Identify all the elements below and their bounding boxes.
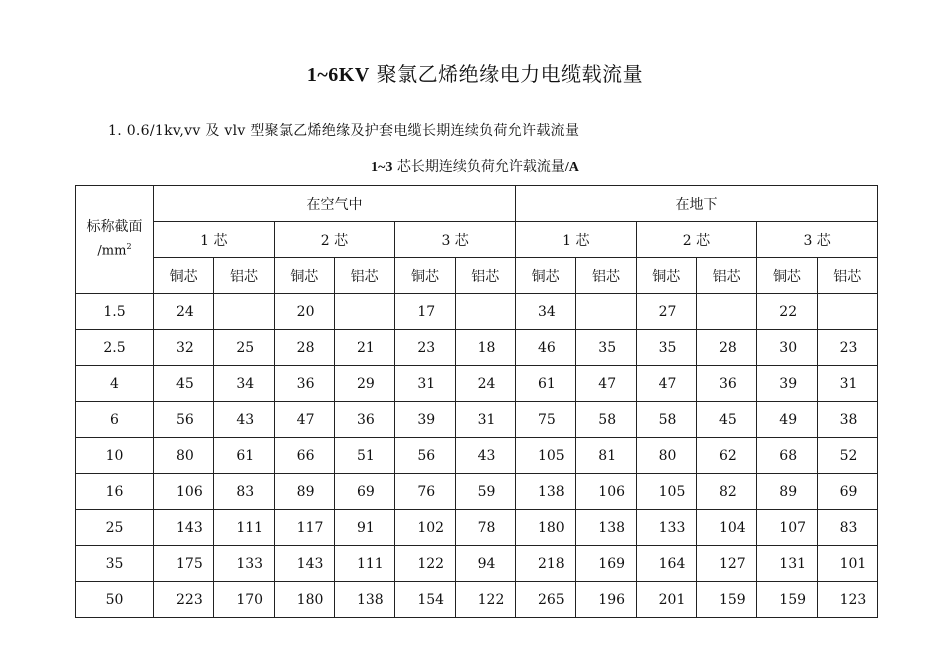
ampacity-cell: 61 (214, 438, 274, 474)
ampacity-cell: 143 (154, 510, 214, 546)
ampacity-cell: 117 (274, 510, 334, 546)
ampacity-cell (334, 294, 394, 330)
ampacity-cell: 18 (455, 330, 515, 366)
cross-section-cell: 50 (76, 582, 154, 618)
material-header: 铜芯 (636, 258, 696, 294)
ampacity-cell: 111 (214, 510, 274, 546)
ampacity-cell (696, 294, 756, 330)
intro-paragraph: 1. 0.6/1kv,vv 及 vlv 型聚氯乙烯绝缘及护套电缆长期连续负荷允许载流量 (108, 123, 580, 139)
ampacity-cell: 39 (757, 366, 817, 402)
ampacity-cell: 35 (576, 330, 636, 366)
ampacity-cell: 104 (696, 510, 756, 546)
material-header: 铝芯 (817, 258, 877, 294)
ampacity-cell: 180 (515, 510, 575, 546)
ampacity-cell (576, 294, 636, 330)
ampacity-cell: 91 (334, 510, 394, 546)
ampacity-cell: 59 (455, 474, 515, 510)
ampacity-cell: 29 (334, 366, 394, 402)
ampacity-cell: 223 (154, 582, 214, 618)
ampacity-cell: 106 (154, 474, 214, 510)
ampacity-cell: 169 (576, 546, 636, 582)
core-count-header: 2 芯 (636, 222, 757, 258)
ampacity-cell: 31 (817, 366, 877, 402)
material-header: 铝芯 (214, 258, 274, 294)
caption-unit: /A (564, 160, 579, 175)
ampacity-cell: 23 (817, 330, 877, 366)
ampacity-cell: 180 (274, 582, 334, 618)
ampacity-cell: 159 (757, 582, 817, 618)
ampacity-cell: 107 (757, 510, 817, 546)
ampacity-cell: 105 (636, 474, 696, 510)
ampacity-cell: 69 (334, 474, 394, 510)
ampacity-cell: 27 (636, 294, 696, 330)
ampacity-cell: 105 (515, 438, 575, 474)
ampacity-cell: 36 (334, 402, 394, 438)
ampacity-cell: 106 (576, 474, 636, 510)
ampacity-cell: 80 (154, 438, 214, 474)
core-count-header: 3 芯 (395, 222, 516, 258)
ampacity-cell: 111 (334, 546, 394, 582)
ampacity-cell: 122 (395, 546, 455, 582)
ampacity-cell: 175 (154, 546, 214, 582)
ampacity-cell: 52 (817, 438, 877, 474)
ampacity-cell: 58 (636, 402, 696, 438)
table-row (76, 510, 878, 546)
core-count-header: 1 芯 (515, 222, 636, 258)
ampacity-cell: 201 (636, 582, 696, 618)
ampacity-cell: 218 (515, 546, 575, 582)
ampacity-cell: 32 (154, 330, 214, 366)
table-row (76, 474, 878, 510)
ampacity-cell: 39 (395, 402, 455, 438)
ampacity-cell: 21 (334, 330, 394, 366)
ampacity-cell: 94 (455, 546, 515, 582)
ampacity-cell: 102 (395, 510, 455, 546)
size-header-label: 标称截面 (86, 219, 143, 236)
ampacity-cell: 143 (274, 546, 334, 582)
caption-text: 芯长期连续负荷允许载流量 (392, 159, 565, 175)
ampacity-cell: 265 (515, 582, 575, 618)
ampacity-cell: 49 (757, 402, 817, 438)
table-row (76, 438, 878, 474)
ampacity-cell: 89 (274, 474, 334, 510)
ampacity-cell: 68 (757, 438, 817, 474)
ampacity-cell: 36 (696, 366, 756, 402)
ampacity-cell: 66 (274, 438, 334, 474)
material-header: 铝芯 (576, 258, 636, 294)
ampacity-cell: 164 (636, 546, 696, 582)
ampacity-cell: 28 (696, 330, 756, 366)
ampacity-cell: 46 (515, 330, 575, 366)
ampacity-cell: 45 (696, 402, 756, 438)
cross-section-cell: 16 (76, 474, 154, 510)
ampacity-cell: 138 (334, 582, 394, 618)
core-count-header: 3 芯 (757, 222, 878, 258)
ampacity-cell: 154 (395, 582, 455, 618)
ampacity-cell: 28 (274, 330, 334, 366)
ampacity-cell: 122 (455, 582, 515, 618)
cross-section-cell: 6 (76, 402, 154, 438)
ampacity-cell: 23 (395, 330, 455, 366)
size-column-header (76, 186, 154, 294)
title-text: 聚氯乙烯绝缘电力电缆载流量 (369, 62, 644, 86)
ampacity-cell: 83 (214, 474, 274, 510)
group-header-air: 在空气中 (154, 186, 516, 222)
ampacity-cell: 69 (817, 474, 877, 510)
ampacity-cell: 17 (395, 294, 455, 330)
ampacity-cell: 43 (214, 402, 274, 438)
table-row (76, 366, 878, 402)
title-bold-part: 1~6KV (306, 64, 370, 86)
ampacity-cell: 196 (576, 582, 636, 618)
ampacity-cell: 35 (636, 330, 696, 366)
ampacity-cell: 131 (757, 546, 817, 582)
ampacity-cell: 45 (154, 366, 214, 402)
material-header: 铜芯 (154, 258, 214, 294)
document-title (0, 58, 950, 87)
ampacity-cell: 51 (334, 438, 394, 474)
ampacity-cell: 61 (515, 366, 575, 402)
core-count-header: 1 芯 (154, 222, 275, 258)
ampacity-cell: 47 (576, 366, 636, 402)
cross-section-cell: 10 (76, 438, 154, 474)
ampacity-cell: 24 (154, 294, 214, 330)
ampacity-cell: 75 (515, 402, 575, 438)
cross-section-cell: 35 (76, 546, 154, 582)
ampacity-cell: 22 (757, 294, 817, 330)
material-header: 铜芯 (757, 258, 817, 294)
material-header: 铜芯 (395, 258, 455, 294)
material-header: 铝芯 (455, 258, 515, 294)
ampacity-cell: 20 (274, 294, 334, 330)
material-header: 铜芯 (274, 258, 334, 294)
ampacity-cell: 24 (455, 366, 515, 402)
ampacity-cell: 25 (214, 330, 274, 366)
ampacity-cell: 34 (515, 294, 575, 330)
ampacity-cell: 89 (757, 474, 817, 510)
table-row (76, 294, 878, 330)
size-header-unit: $/mm^2$ (97, 242, 132, 259)
table-row (76, 582, 878, 618)
ampacity-cell (455, 294, 515, 330)
ampacity-cell (817, 294, 877, 330)
ampacity-cell (214, 294, 274, 330)
ampacity-cell: 76 (395, 474, 455, 510)
ampacity-cell: 81 (576, 438, 636, 474)
ampacity-cell: 36 (274, 366, 334, 402)
table-row (76, 402, 878, 438)
ampacity-cell: 138 (515, 474, 575, 510)
ampacity-cell: 170 (214, 582, 274, 618)
ampacity-cell: 101 (817, 546, 877, 582)
group-header-underground: 在地下 (515, 186, 877, 222)
ampacity-cell: 34 (214, 366, 274, 402)
ampacity-cell: 133 (214, 546, 274, 582)
ampacity-cell: 83 (817, 510, 877, 546)
ampacity-cell: 133 (636, 510, 696, 546)
ampacity-cell: 43 (455, 438, 515, 474)
material-header: 铝芯 (334, 258, 394, 294)
table-caption (0, 156, 950, 176)
ampacity-table (75, 185, 878, 618)
ampacity-cell: 78 (455, 510, 515, 546)
ampacity-cell: 38 (817, 402, 877, 438)
ampacity-cell: 56 (154, 402, 214, 438)
ampacity-cell: 56 (395, 438, 455, 474)
ampacity-cell: 47 (274, 402, 334, 438)
cross-section-cell: 4 (76, 366, 154, 402)
cross-section-cell: 2.5 (76, 330, 154, 366)
ampacity-cell: 82 (696, 474, 756, 510)
material-header: 铜芯 (515, 258, 575, 294)
ampacity-cell: 58 (576, 402, 636, 438)
material-header: 铝芯 (696, 258, 756, 294)
ampacity-cell: 31 (455, 402, 515, 438)
ampacity-cell: 127 (696, 546, 756, 582)
table-row (76, 330, 878, 366)
ampacity-cell: 31 (395, 366, 455, 402)
ampacity-cell: 30 (757, 330, 817, 366)
ampacity-cell: 47 (636, 366, 696, 402)
ampacity-cell: 159 (696, 582, 756, 618)
ampacity-cell: 123 (817, 582, 877, 618)
cross-section-cell: 1.5 (76, 294, 154, 330)
caption-prefix: 1~3 (371, 160, 393, 175)
ampacity-cell: 80 (636, 438, 696, 474)
table-row (76, 546, 878, 582)
cross-section-cell: 25 (76, 510, 154, 546)
ampacity-cell: 138 (576, 510, 636, 546)
core-count-header: 2 芯 (274, 222, 395, 258)
ampacity-cell: 62 (696, 438, 756, 474)
